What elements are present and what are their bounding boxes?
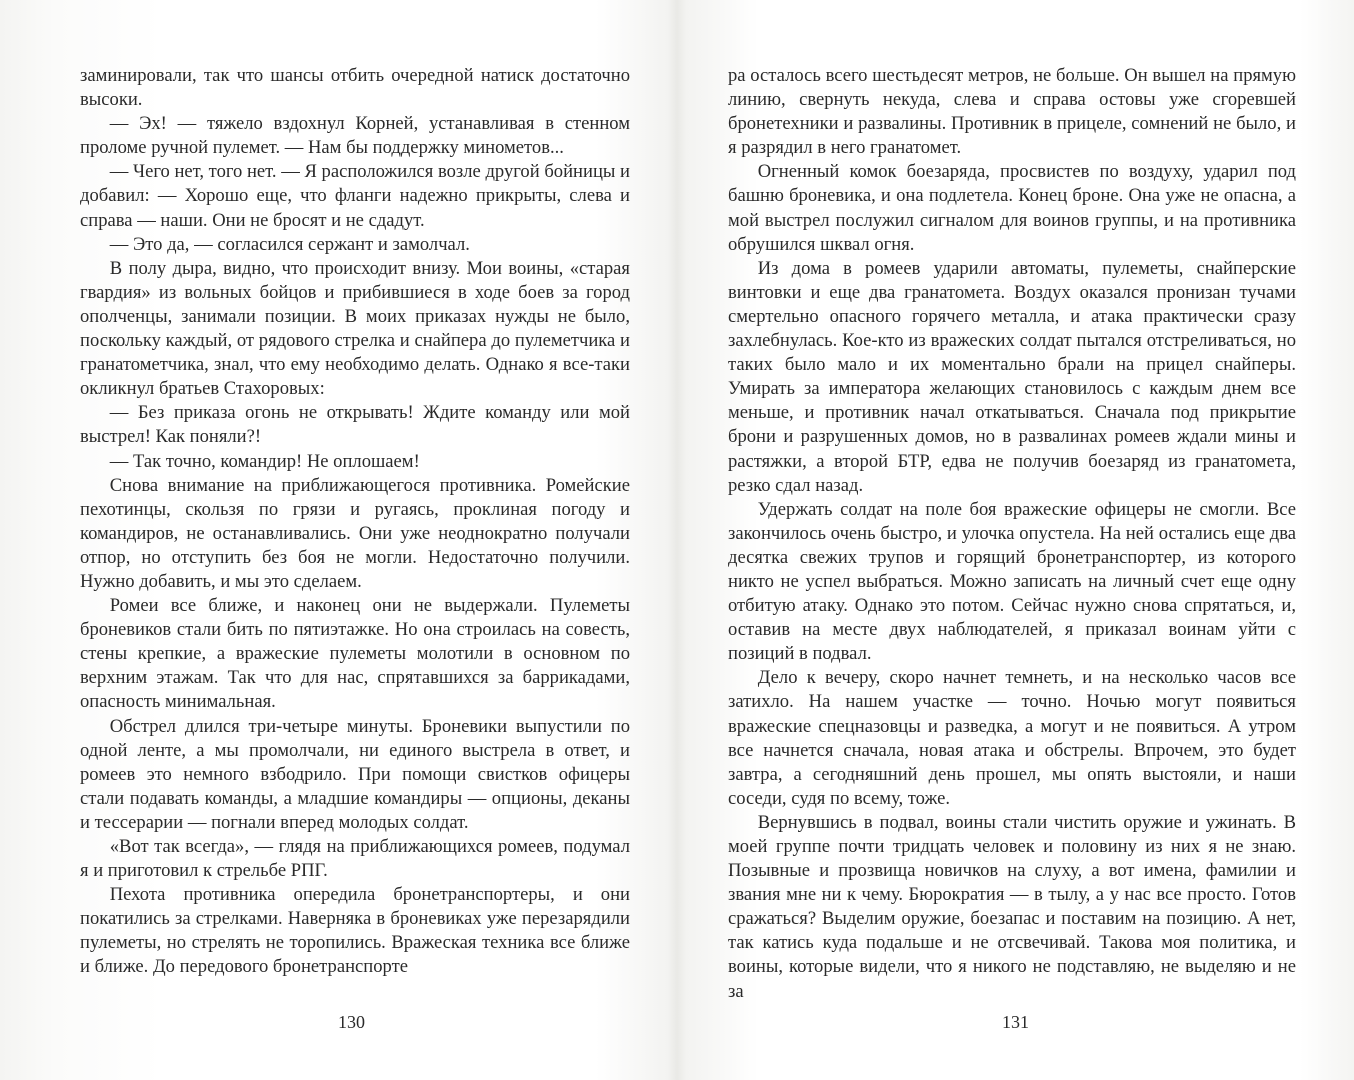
paragraph: Огненный комок боезаряда, просвистев по воздуху, ударил под башню броневика, и она подлетела. Конец броне. Она уже не опасна, а мой выстрел послужил сигналом для воинов группы, и на противника обрушился шквал огня. [728, 161, 1296, 255]
paragraph: — Без приказа огонь не открывать! Ждите команду или мой выстрел! Как поняли?! [80, 402, 630, 448]
paragraph: Обстрел длился три-четыре минуты. Броневики выпустили по одной ленте, а мы промолчали, ни единого выстрела в ответ, и ромеев это немного взбодрило. При помощи свистков офицеры стали подавать команды, а младшие командиры — опционы, деканы и тессерарии — погнали вперед молодых солдат. [80, 715, 630, 833]
paragraph: — Это да, — согласился сержант и замолчал. [109, 233, 470, 255]
paragraph: — Эх! — тяжело вздохнул Корней, устанавливая в стенном проломе ручной пулемет. — Нам бы поддержку минометов... [80, 113, 630, 159]
right-page-text [728, 64, 1296, 1004]
paragraph: ра осталось всего шестьдесят метров, не больше. Он вышел на прямую линию, свернуть некуда, слева и справа остовы уже сгоревшей бронетехники и развалины. Противник в прицеле, сомнений не было, и я разрядил в него гранатомет. [728, 65, 1296, 159]
paragraph: Снова внимание на приближающегося противника. Ромейские пехотинцы, скользя по грязи и ругаясь, проклиная погоду и командиров, не останавливались. Они уже неоднократно получали отпор, но отступить без боя не могли. Недостаточно получили. Нужно добавить, и мы это сделаем. [80, 474, 630, 592]
right-page-number: 131 [1002, 1012, 1029, 1032]
paragraph: Ромеи все ближе, и наконец они не выдержали. Пулеметы броневиков стали бить по пятиэтажке. Но она строилась на совесть, стены крепкие, а вражеские пулеметы молотили в основном по верхним этажам. Так что для нас, спрятавшихся за баррикадами, опасность минимальная. [80, 595, 630, 713]
paragraph: Вернувшись в подвал, воины стали чистить оружие и ужинать. В моей группе почти тридцать человек и половину из них я не знаю. Позывные и прозвища новичков на слуху, а вот имена, фамилии и звания мне ни к чему. Бюрократия — в тылу, а у нас все просто. Готов сражаться? Выделим оружие, боезапас и поставим на позицию. А нет, так катись куда подальше и не отсвечивай. Такова моя политика, и воины, которые видели, что я никого не подставляю, не выделяю и не за [728, 811, 1296, 1002]
paragraph: «Вот так всегда», — глядя на приближающихся ромеев, подумал я и приготовил к стрельбе РПГ. [80, 836, 630, 882]
left-page-number: 130 [338, 1012, 365, 1032]
paragraph: Пехота противника опередила бронетранспортеры, и они покатились за стрелками. Наверняка в броневиках уже перезарядили пулеметы, но стрелять не торопились. Вражеская техника все ближе и ближе. До передового бронетранспорте [80, 884, 630, 978]
paragraph: — Чего нет, того нет. — Я расположился возле другой бойницы и добавил: — Хорошо еще, что фланги надежно прикрыты, слева и справа — наши. Они не бросят и не сдадут. [80, 161, 630, 231]
paragraph: Из дома в ромеев ударили автоматы, пулеметы, снайперские винтовки и еще два гранатомета. Воздух оказался пронизан тучами смертельно опасного горячего металла, и атака практически сразу захлебнулась. Кое-кто из вражеских солдат пытался отстреливаться, но таких было мало и их моментально брали на прицел снайперы. Умирать за императора желающих становилось с каждым днем все меньше, и противник начал откатываться. Сначала под прикрытие брони и разрушенных домов, но в развалинах ромеев ждали мины и растяжки, а второй БТР, едва не получив боезаряд из гранатомета, резко сдал назад. [728, 257, 1296, 496]
paragraph: заминировали, так что шансы отбить очередной натиск достаточно высоки. [80, 65, 630, 111]
paragraph: В полу дыра, видно, что происходит внизу. Мои воины, «старая гвардия» из вольных бойцов и прибившиеся в ходе боев за город ополченцы, занимали позиции. В моих приказах нужды не было, поскольку каждый, от рядового стрелка и снайпера до пулеметчика и гранатометчика, знал, что ему необходимо делать. Однако я все-таки окликнул братьев Стахоровых: [80, 257, 630, 400]
paragraph: — Так точно, командир! Не оплошаем! [109, 450, 420, 472]
paragraph: Удержать солдат на поле боя вражеские офицеры не смогли. Все закончилось очень быстро, и улочка опустела. На ней остались еще два десятка свежих трупов и горящий бронетранспортер, из которого никто не успел выбраться. Можно записать на личный счет еще одну отбитую атаку. Однако это потом. Сейчас нужно снова спрятаться, и, оставив на месте двух наблюдателей, я приказал воинам уйти с позиций в подвал. [728, 498, 1296, 665]
left-page-text [80, 64, 630, 980]
paragraph: Дело к вечеру, скоро начнет темнеть, и на несколько часов все затихло. На нашем участке — точно. Ночью могут появиться вражеские спецназовцы и разведка, а могут и не появиться. А утром все начнется сначала, новая атака и обстрелы. Впрочем, это будет завтра, а сегодняшний день прошел, мы опять выстояли, и наши соседи, судя по всему, тоже. [728, 667, 1296, 809]
